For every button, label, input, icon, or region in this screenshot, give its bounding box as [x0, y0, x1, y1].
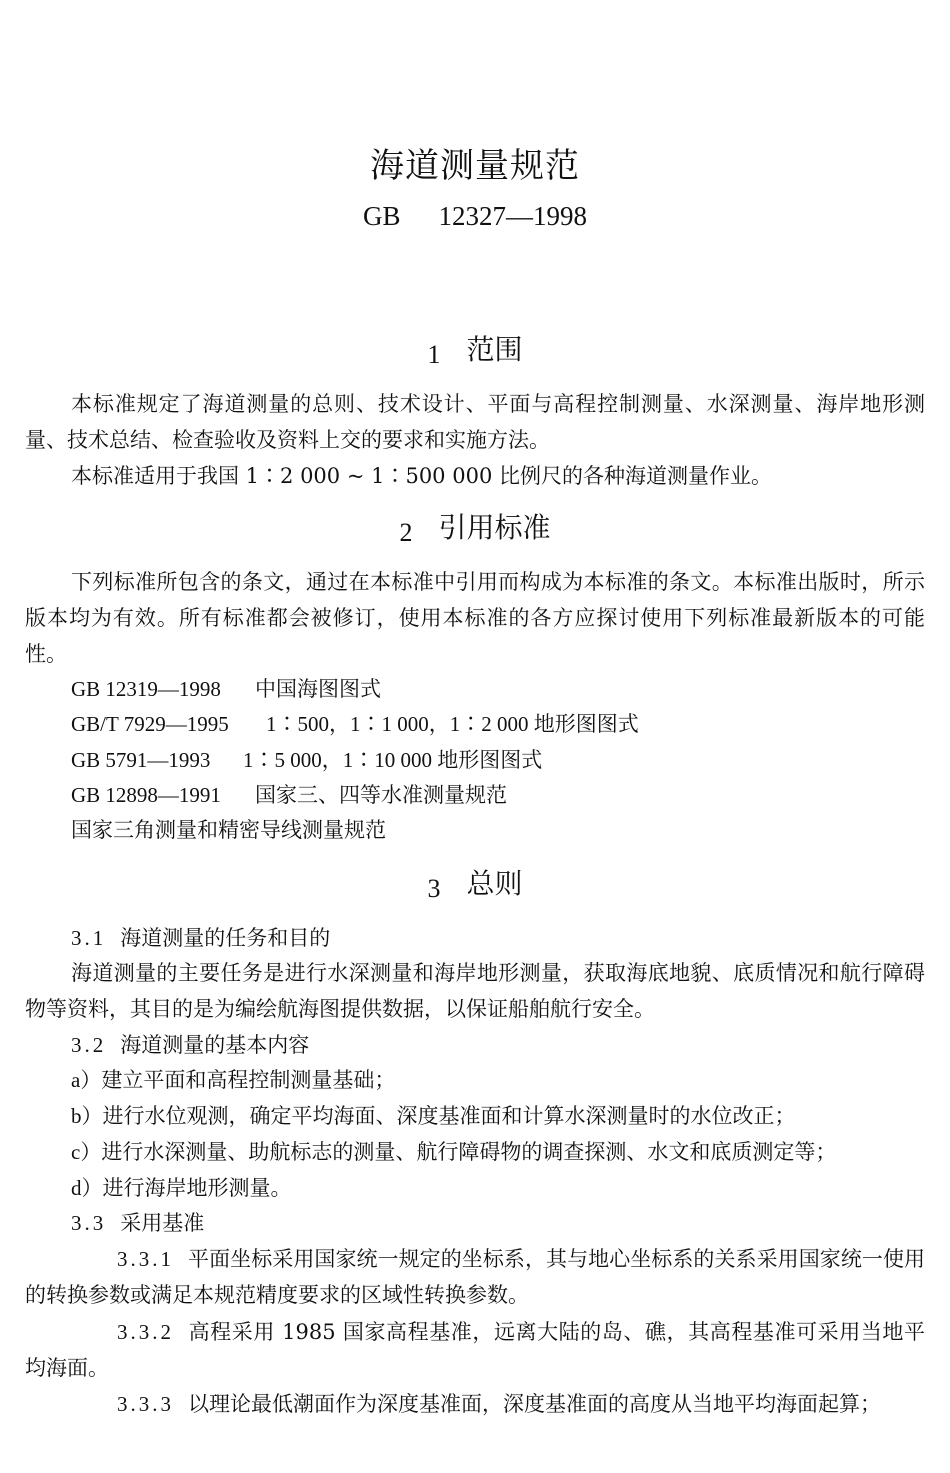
standard-prefix: GB: [362, 201, 401, 231]
list-item: [71, 1170, 931, 1206]
reference-item: [71, 812, 931, 848]
clause-number: 3.3.3: [117, 1392, 174, 1416]
section-heading-2: [0, 508, 950, 549]
reference-item: [71, 777, 931, 813]
references-intro: 下列标准所包含的条文，通过在本标准中引用而构成为本标准的条文。本标准出版时，所示版本均为有效。所有标准都会被修订，使用本标准的各方应探讨使用下列标准最新版本的可能性。: [25, 570, 925, 666]
section-title: 引用标准: [438, 511, 551, 544]
reference-code: GB 5791—1993: [71, 748, 211, 772]
reference-name: 国家三角测量和精密导线测量规范: [71, 818, 386, 842]
section-number: 1: [427, 340, 441, 369]
reference-code: GB 12898—1991: [71, 783, 221, 807]
reference-item: [71, 671, 931, 707]
section-heading-3: [0, 864, 950, 905]
reference-code: GB/T 7929—1995: [71, 712, 229, 736]
reference-item: [71, 706, 931, 742]
document-title: 海道测量规范: [370, 146, 580, 186]
section-number: 3: [427, 874, 441, 903]
list-text: 进行水位观测，确定平均海面、深度基准面和计算水深测量时的水位改正；: [102, 1104, 796, 1128]
section-heading-1: [0, 330, 950, 371]
list-label: c）: [71, 1140, 102, 1164]
standard-number: [0, 196, 950, 236]
clause-3-1-text: 海道测量的主要任务是进行水深测量和海岸地形测量，获取海底地貌、底质情况和航行障碍物等资料，其目的是为编绘航海图提供数据，以保证船舶航行安全。: [25, 961, 925, 1021]
clause-text: 以理论最低潮面作为深度基准面，深度基准面的高度从当地平均海面起算；: [188, 1392, 881, 1416]
list-label: a）: [71, 1068, 102, 1092]
reference-name: 中国海图图式: [255, 677, 381, 701]
clause-number: 3.1: [71, 926, 107, 950]
list-text: 建立平面和高程控制测量基础；: [101, 1068, 396, 1092]
list-text: 进行海岸地形测量。: [102, 1176, 292, 1200]
reference-name: 1∶5 000，1∶10 000 地形图图式: [243, 748, 543, 772]
reference-name: 国家三、四等水准测量规范: [255, 783, 507, 807]
clause-number: 3.3.1: [117, 1247, 174, 1271]
clause-text: 平面坐标采用国家统一规定的坐标系，其与地心坐标系的关系采用国家统一使用的转换参数或满足本规范精度要求的区域性转换参数。: [25, 1247, 925, 1307]
standard-code: 12327—1998: [438, 201, 587, 231]
list-text: 进行水深测量、助航标志的测量、航行障碍物的调查探测、水文和底质测定等；: [101, 1140, 837, 1164]
clause-3-3-2: [25, 1314, 925, 1386]
clause-3-1-heading: [71, 920, 931, 956]
clause-number: 3.3.2: [117, 1320, 174, 1344]
clause-3-3-3: [25, 1386, 925, 1422]
clause-title: 海道测量的基本内容: [120, 1033, 310, 1057]
reference-name: 1∶500，1∶1 000，1∶2 000 地形图图式: [266, 712, 639, 736]
list-label: b）: [71, 1104, 103, 1128]
clause-3-3-1: [25, 1241, 925, 1313]
clause-number: 3.2: [71, 1033, 107, 1057]
reference-code: GB 12319—1998: [71, 677, 221, 701]
clause-3-3-heading: [71, 1205, 931, 1241]
section-title: 总则: [466, 867, 523, 900]
scope-paragraph-1: 本标准规定了海道测量的总则、技术设计、平面与高程控制测量、水深测量、海岸地形测量、技术总结、检查验收及资料上交的要求和实施方法。: [25, 392, 925, 452]
list-item: [71, 1134, 931, 1170]
scope-paragraph-2: 本标准适用于我国 1∶2 000 ~ 1∶500 000 比例尺的各种海道测量作业。: [71, 464, 772, 488]
clause-number: 3.3: [71, 1211, 107, 1235]
clause-title: 采用基准: [120, 1211, 205, 1235]
list-item: [71, 1062, 931, 1098]
section-number: 2: [399, 518, 413, 547]
section-title: 范围: [466, 333, 523, 366]
list-label: d）: [71, 1176, 103, 1200]
reference-item: [71, 742, 931, 778]
clause-3-2-heading: [71, 1027, 931, 1063]
list-item: [71, 1098, 931, 1134]
clause-text: 高程采用 1985 国家高程基准，远离大陆的岛、礁，其高程基准可采用当地平均海面。: [25, 1320, 925, 1380]
clause-title: 海道测量的任务和目的: [120, 926, 331, 950]
